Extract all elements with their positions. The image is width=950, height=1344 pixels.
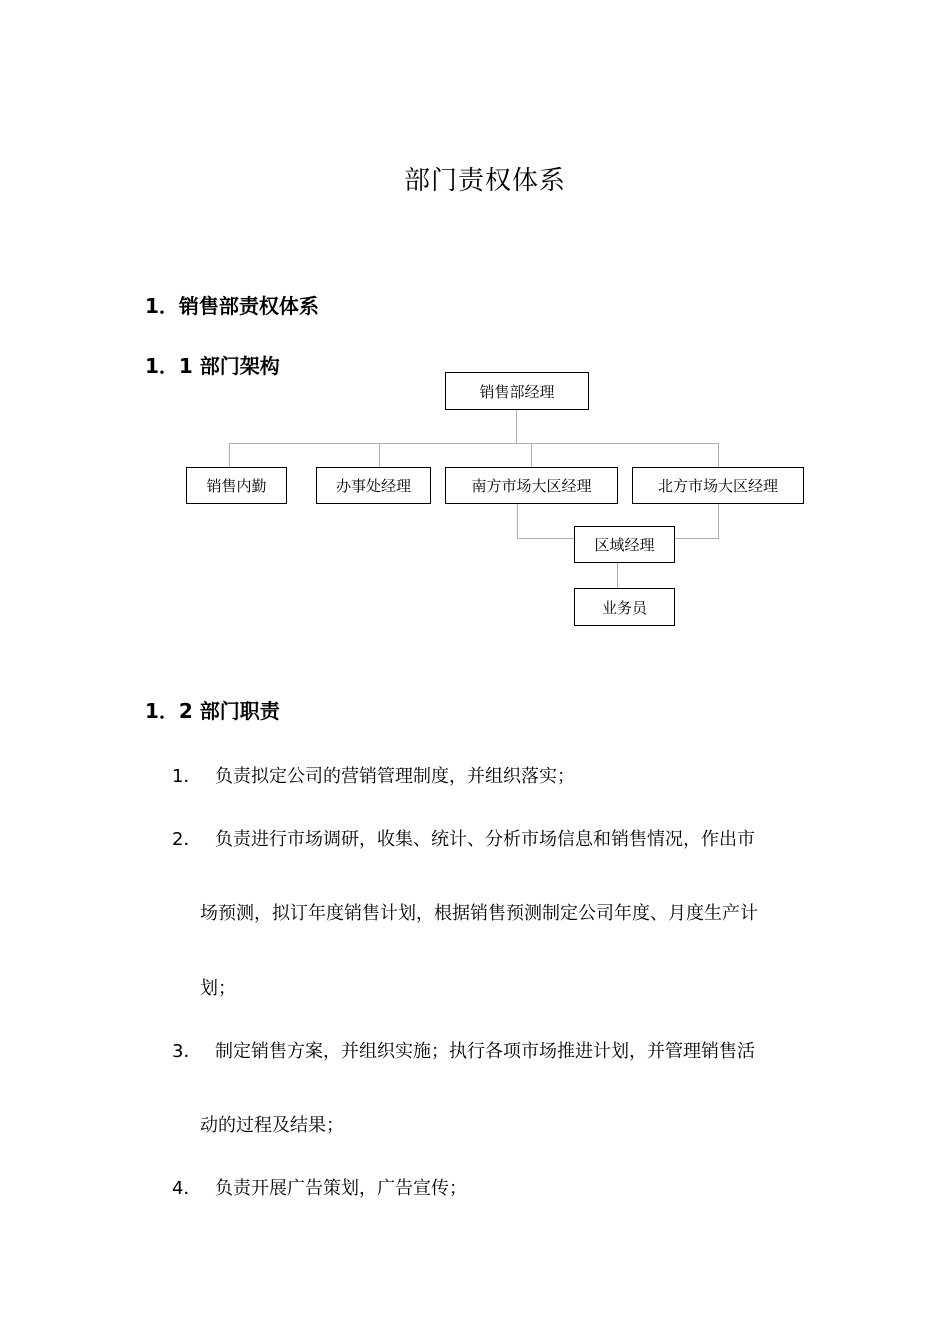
org-box-south-region-manager: 南方市场大区经理 [445,467,618,504]
section-heading-1-2: 1．2 部门职责 [145,699,280,723]
list-text: 负责进行市场调研，收集、统计、分析市场信息和销售情况，作出市 [215,829,755,850]
org-box-salesperson: 业务员 [574,588,675,626]
list-number: 4． [172,1178,202,1199]
page-title: 部门责权体系 [403,166,566,196]
org-box-area-manager: 区域经理 [574,526,675,563]
connector-line [229,443,718,444]
list-number: 3． [172,1041,202,1062]
list-text-continued: 动的过程及结果； [200,1115,344,1136]
list-text: 制定销售方案，并组织实施；执行各项市场推进计划，并管理销售活 [215,1041,755,1062]
connector-line [379,443,380,468]
list-text-continued: 场预测，拟订年度销售计划，根据销售预测制定公司年度、月度生产计 [200,903,758,924]
org-box-sales-manager: 销售部经理 [445,372,589,410]
list-number: 1． [172,766,202,787]
connector-line [617,562,618,590]
org-box-sales-admin: 销售内勤 [186,467,287,504]
org-box-north-region-manager: 北方市场大区经理 [632,467,804,504]
connector-line [718,503,719,538]
org-box-office-manager: 办事处经理 [316,467,431,504]
section-heading-1-1: 1．1 部门架构 [145,354,280,378]
connector-line [718,443,719,468]
connector-line [229,443,230,468]
section-heading-1: 1．销售部责权体系 [145,294,319,318]
list-number: 2． [172,829,202,850]
connector-line [531,443,532,468]
list-text: 负责拟定公司的营销管理制度，并组织落实； [215,766,575,787]
list-text: 负责开展广告策划，广告宣传； [215,1178,467,1199]
list-text-continued: 划； [200,978,236,999]
connector-line [516,409,517,444]
connector-line [517,503,518,538]
